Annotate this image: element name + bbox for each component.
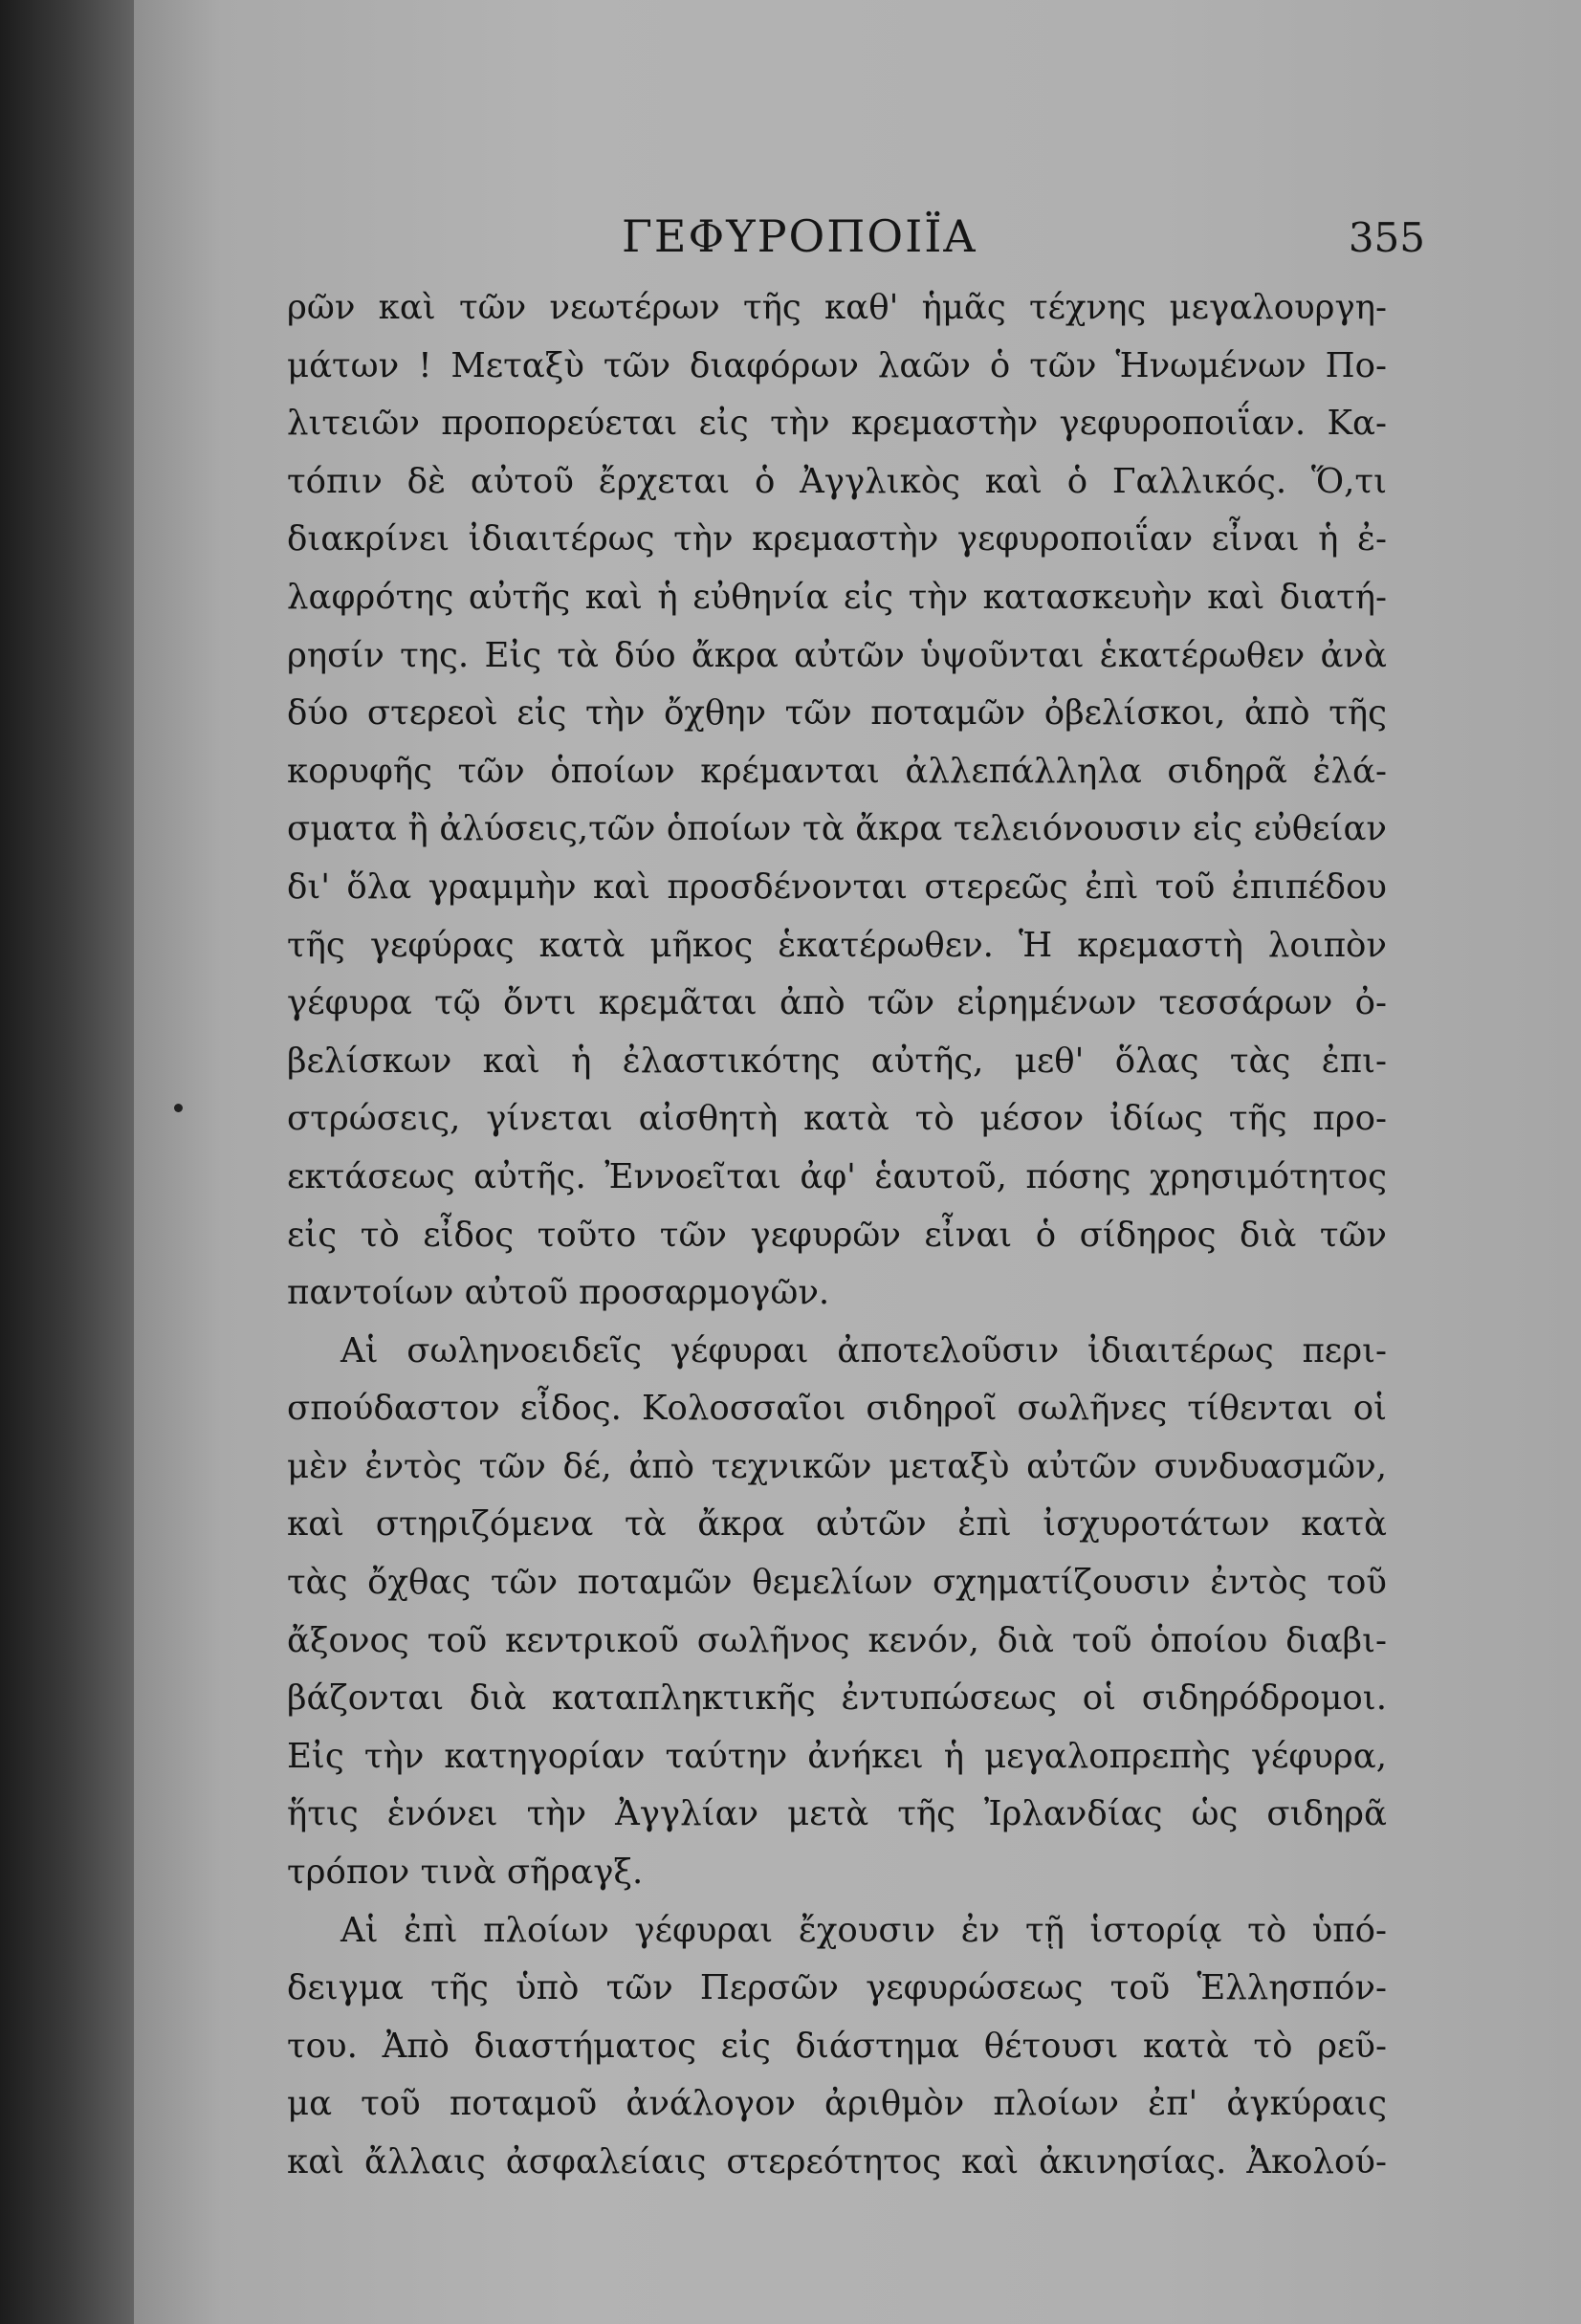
text-line: δι' ὅλα γραμμὴν καὶ προσδένονται στερεῶς ἐπὶ τοῦ ἐπιπέδου bbox=[287, 866, 1387, 907]
text-line: λαφρότης αὐτῆς καὶ ἡ εὐθηνία εἰς τὴν κατασκευὴν καὶ διατή- bbox=[287, 577, 1387, 617]
paragraph-3 bbox=[287, 1902, 1387, 2192]
text-line: ἄξονος τοῦ κεντρικοῦ σωλῆνος κενόν, διὰ τοῦ ὁποίου διαβι- bbox=[287, 1620, 1387, 1660]
scan-shadow-edge bbox=[0, 0, 143, 2324]
text-line: γέφυρα τῷ ὄντι κρεμᾶται ἀπὸ τῶν εἰρημένων τεσσάρων ὀ- bbox=[287, 983, 1387, 1023]
page-number: 355 bbox=[1348, 214, 1425, 261]
text-line: εἰς τὸ εἶδος τοῦτο τῶν γεφυρῶν εἶναι ὁ σίδηρος διὰ τῶν bbox=[287, 1215, 1387, 1255]
text-line: τὰς ὄχθας τῶν ποταμῶν θεμελίων σχηματίζουσιν ἐντὸς τοῦ bbox=[287, 1563, 1387, 1603]
running-title: ΓΕΦΥΡΟΠΟΙΪΑ bbox=[622, 210, 977, 262]
body-text bbox=[287, 279, 1387, 2192]
text-line: δύο στερεοὶ εἰς τὴν ὄχθην τῶν ποταμῶν ὀβελίσκοι, ἀπὸ τῆς bbox=[287, 693, 1387, 734]
text-line: παντοίων αὐτοῦ προσαρμογῶν. bbox=[287, 1273, 830, 1313]
text-line: βελίσκων καὶ ἡ ἐλαστικότης αὐτῆς, μεθ' ὅλας τὰς ἐπι- bbox=[287, 1041, 1387, 1081]
text-line: Εἰς τὴν κατηγορίαν ταύτην ἀνήκει ἡ μεγαλοπρεπὴς γέφυρα, bbox=[287, 1736, 1387, 1776]
text-line: του. Ἀπὸ διαστήματος εἰς διάστημα θέτουσι κατὰ τὸ ρεῦ- bbox=[287, 2026, 1387, 2066]
text-line: διακρίνει ἰδιαιτέρως τὴν κρεμαστὴν γεφυροποιΐαν εἶναι ἡ ἐ- bbox=[287, 519, 1387, 559]
text-line: σπούδαστον εἶδος. Κολοσσαῖοι σιδηροῖ σωλῆνες τίθενται οἱ bbox=[287, 1389, 1387, 1429]
text-line: ρῶν καὶ τῶν νεωτέρων τῆς καθ' ἡμᾶς τέχνης μεγαλουργη- bbox=[287, 288, 1387, 327]
text-line: βάζονται διὰ καταπληκτικῆς ἐντυπώσεως οἱ σιδηρόδρομοι. bbox=[287, 1678, 1387, 1719]
text-line: κορυφῆς τῶν ὁποίων κρέμανται ἀλλεπάλληλα σιδηρᾶ ἐλά- bbox=[287, 751, 1387, 791]
text-line: καὶ ἄλλαις ἀσφαλείαις στερεότητος καὶ ἀκινησίας. Ἀκολού- bbox=[287, 2142, 1387, 2181]
text-line: μα τοῦ ποταμοῦ ἀνάλογον ἀριθμὸν πλοίων ἐπ' ἀγκύραις bbox=[287, 2084, 1387, 2124]
text-line: μὲν ἐντὸς τῶν δέ, ἀπὸ τεχνικῶν μεταξὺ αὐτῶν συνδυασμῶν, bbox=[287, 1446, 1387, 1486]
text-line: δειγμα τῆς ὑπὸ τῶν Περσῶν γεφυρώσεως τοῦ Ἑλλησπόν- bbox=[287, 1968, 1387, 2008]
text-line: Αἱ ἐπὶ πλοίων γέφυραι ἔχουσιν ἐν τῇ ἱστορίᾳ τὸ ὑπό- bbox=[340, 1910, 1387, 1950]
running-header bbox=[536, 210, 1425, 268]
text-line: τρόπον τινὰ σῆραγξ. bbox=[287, 1853, 644, 1893]
text-line: σματα ἢ ἀλύσεις,τῶν ὁποίων τὰ ἄκρα τελειόνουσιν εἰς εὐθείαν bbox=[287, 809, 1387, 849]
margin-mark bbox=[174, 1104, 183, 1112]
text-line: μάτων ! Μεταξὺ τῶν διαφόρων λαῶν ὁ τῶν Ἡνωμένων Πο- bbox=[287, 345, 1387, 385]
paragraph-1 bbox=[287, 279, 1387, 1323]
text-line: τόπιν δὲ αὐτοῦ ἔρχεται ὁ Ἀγγλικὸς καὶ ὁ Γαλλικός. Ὅ,τι bbox=[287, 461, 1387, 501]
text-line: τῆς γεφύρας κατὰ μῆκος ἑκατέρωθεν. Ἡ κρεμαστὴ λοιπὸν bbox=[287, 925, 1387, 965]
text-line: στρώσεις, γίνεται αἰσθητὴ κατὰ τὸ μέσον ἰδίως τῆς προ- bbox=[287, 1099, 1387, 1139]
text-line: ρησίν της. Εἰς τὰ δύο ἄκρα αὐτῶν ὑψοῦνται ἑκατέρωθεν ἀνὰ bbox=[287, 635, 1387, 675]
text-line: καὶ στηριζόμενα τὰ ἄκρα αὐτῶν ἐπὶ ἰσχυροτάτων κατὰ bbox=[287, 1504, 1387, 1545]
text-line: ἥτις ἑνόνει τὴν Ἀγγλίαν μετὰ τῆς Ἰρλανδίας ὡς σιδηρᾶ bbox=[287, 1794, 1387, 1834]
text-line: εκτάσεως αὐτῆς. Ἐννοεῖται ἀφ' ἑαυτοῦ, πόσης χρησιμότητος bbox=[287, 1156, 1387, 1196]
text-line: Αἱ σωληνοειδεῖς γέφυραι ἀποτελοῦσιν ἰδιαιτέρως περι- bbox=[340, 1330, 1387, 1370]
text-line: λιτειῶν προπορεύεται εἰς τὴν κρεμαστὴν γεφυροποιΐαν. Κα- bbox=[287, 404, 1387, 444]
paragraph-2 bbox=[287, 1323, 1387, 1902]
